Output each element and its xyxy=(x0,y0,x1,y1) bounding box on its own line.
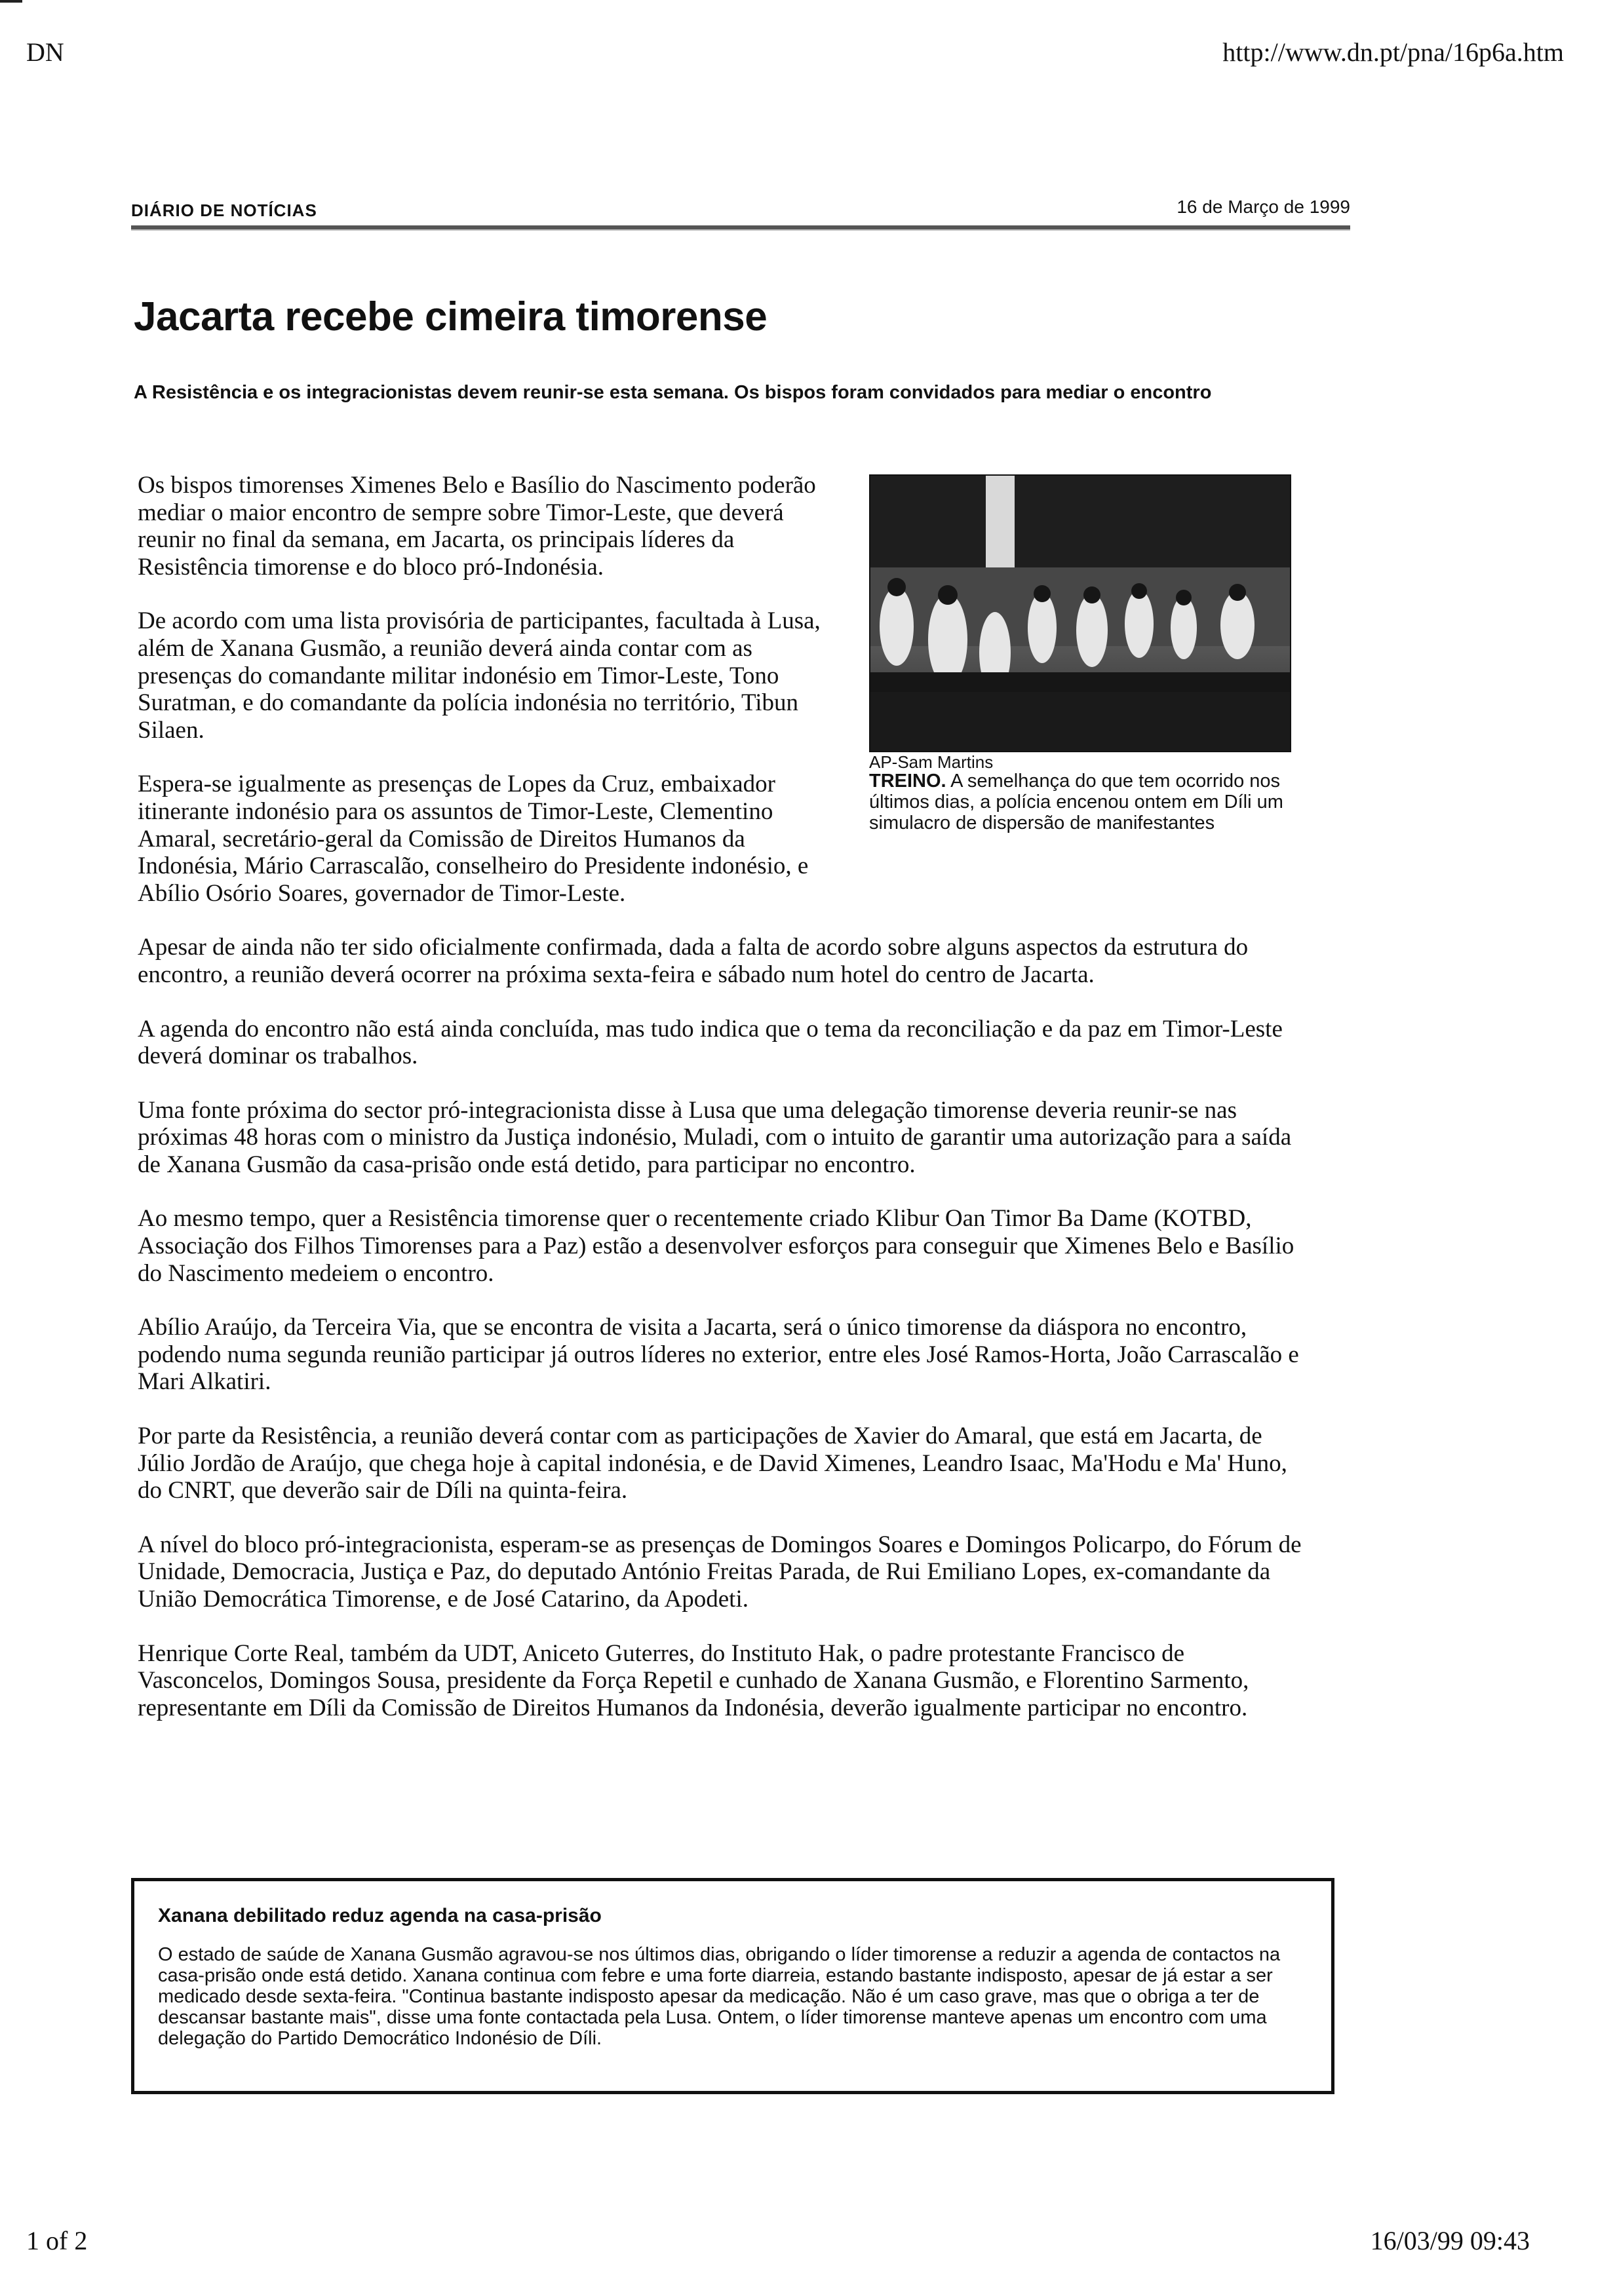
article-paragraph: Ao mesmo tempo, quer a Resistência timorense quer o recentemente criado Klibur Oan Timor Ba Dame (KOTBD, Associação dos Filhos Timorenses para a Paz) estão a desenvolver esforços para conseguir que Ximenes Belo e Basílio do Nascimento medeiem o encontro. xyxy=(138,1205,1294,1287)
sidebar-title: Xanana debilitado reduz agenda na casa-prisão xyxy=(158,1905,602,1926)
article-paragraph: Os bispos timorenses Ximenes Belo e Basílio do Nascimento poderão mediar o maior encontro de sempre sobre Timor-Leste, que deverá reunir no final da semana, em Jacarta, os principais líderes da Resistência timorense e do bloco pró-Indonésia. xyxy=(138,472,816,581)
print-source-label: DN xyxy=(26,37,64,67)
scan-corner-mark xyxy=(0,0,22,3)
print-timestamp: 16/03/99 09:43 xyxy=(1370,2226,1530,2255)
photo-credit: AP-Sam Martins xyxy=(869,752,994,772)
article-paragraph: A nível do bloco pró-integracionista, esperam-se as presenças de Domingos Soares e Domingos Policarpo, do Fórum de Unidade, Democracia, Justiça e Paz, do deputado António Freitas Parada, de Rui Emiliano Lopes, ex-comandante da União Democrática Timorense, e de José Catarino, da Apodeti. xyxy=(138,1531,1302,1613)
article-paragraph: Henrique Corte Real, também da UDT, Aniceto Guterres, do Instituto Hak, o padre protestante Francisco de Vasconcelos, Domingos Sousa, presidente da Força Repetil e cunhado de Xanana Gusmão, e Florentino Sarmento, representante em Díli da Comissão de Direitos Humanos da Indonésia, deverão igualmente participar no encontro. xyxy=(138,1639,1249,1721)
photo-caption xyxy=(869,771,1304,833)
article-body xyxy=(138,472,1304,1748)
article-paragraph: Apesar de ainda não ter sido oficialmente confirmada, dada a falta de acordo sobre alguns aspectos da estrutura do encontro, a reunião deverá ocorrer na próxima sexta-feira e sábado num hotel do centro de Jacarta. xyxy=(138,934,1249,988)
publication-date: 16 de Março de 1999 xyxy=(1177,197,1350,217)
caption-text: A semelhança do que tem ocorrido nos últimos dias, a polícia encenou ontem em Díli um simulacro de dispersão de manifestantes xyxy=(869,771,1283,833)
page-indicator: 1 of 2 xyxy=(26,2226,88,2255)
newspaper-name: DIÁRIO DE NOTÍCIAS xyxy=(131,201,317,220)
article-paragraph: Abílio Araújo, da Terceira Via, que se encontra de visita a Jacarta, será o único timorense da diáspora no encontro, podendo numa segunda reunião participar já outros líderes no exterior, entre eles José Ramos-Horta, João Carrascalão e Mari Alkatiri. xyxy=(138,1314,1299,1396)
article-paragraph: Por parte da Resistência, a reunião deverá contar com as participações de Xavier do Amaral, que está em Jacarta, de Júlio Jordão de Araújo, que chega hoje à capital indonésia, e de David Ximenes, Leandro Isaac, Ma'Hodu e Ma' Huno, do CNRT, que deverão sair de Díli na quinta-feira. xyxy=(138,1423,1287,1504)
print-url[interactable]: http://www.dn.pt/pna/16p6a.htm xyxy=(1222,37,1564,67)
article-paragraph: A agenda do encontro não está ainda concluída, mas tudo indica que o tema da reconciliação e da paz em Timor-Leste deverá dominar os trabalhos. xyxy=(138,1015,1283,1070)
sidebar-body: O estado de saúde de Xanana Gusmão agravou-se nos últimos dias, obrigando o líder timorense a reduzir a agenda de contactos na casa-prisão onde está detido. Xanana continua com febre e uma forte diarreia, estando bastante indisposto, apesar de já estar a ser medicado desde sexta-feira. "Continua bastante indisposto apesar da medicação. Não é um caso grave, mas que o obriga a ter de descansar bastante mais", disse uma fonte contactada pela Lusa. Ontem, o líder timorense manteve apenas um encontro com uma delegação do Partido Democrático Indonésio de Díli. xyxy=(158,1944,1281,2049)
masthead-rule xyxy=(131,225,1350,231)
article-paragraph: Uma fonte próxima do sector pró-integracionista disse à Lusa que uma delegação timorense deveria reunir-se nas próximas 48 horas com o ministro da Justiça indonésio, Muladi, com o intuito de garantir uma autorização para a saída de Xanana Gusmão da casa-prisão onde está detido, para participar no encontro. xyxy=(138,1096,1292,1178)
article-paragraph: De acordo com uma lista provisória de participantes, facultada à Lusa, além de Xanana Gusmão, a reunião deverá ainda contar com as presenças do comandante militar indonésio em Timor-Leste, Tono Suratman, e do comandante da polícia indonésia no território, Tibun Silaen. xyxy=(138,607,821,744)
sidebar-box xyxy=(131,1878,1334,2094)
news-photo xyxy=(869,474,1291,752)
caption-label: TREINO. xyxy=(869,771,946,792)
article-lead: A Resistência e os integracionistas devem reunir-se esta semana. Os bispos foram convidados para mediar o encontro xyxy=(134,382,1212,403)
article-photo-figure xyxy=(869,474,1304,860)
article-headline: Jacarta recebe cimeira timorense xyxy=(134,294,768,339)
article-paragraph: Espera-se igualmente as presenças de Lopes da Cruz, embaixador itinerante indonésio para os assuntos de Timor-Leste, Clementino Amaral, secretário-geral da Comissão de Direitos Humanos da Indonésia, Mário Carrascalão, conselheiro do Presidente indonésio, e Abílio Osório Soares, governador de Timor-Leste. xyxy=(138,771,809,907)
